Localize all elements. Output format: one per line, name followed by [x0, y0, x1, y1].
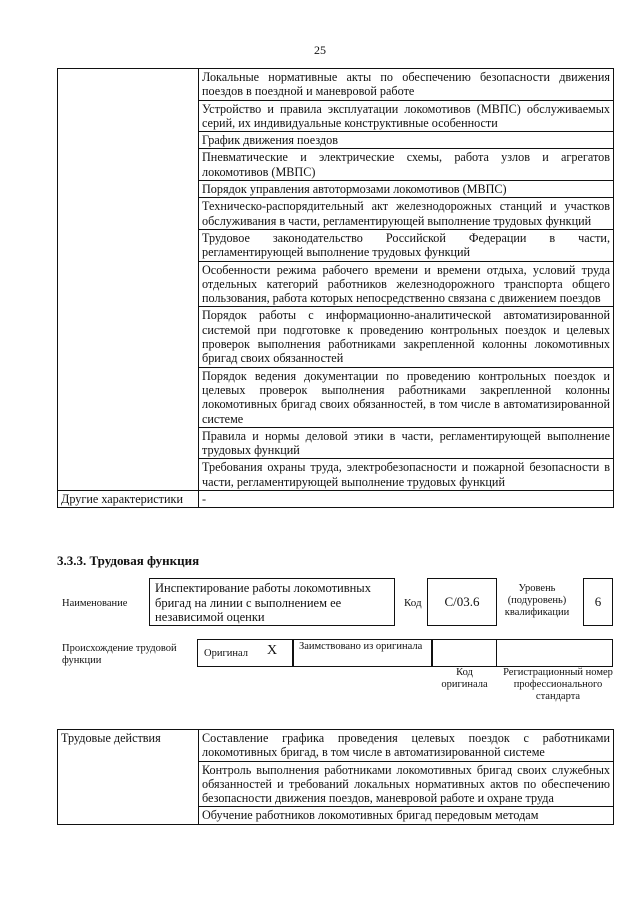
knowledge-table	[57, 68, 614, 508]
row-value-cell: Порядок работы с информационно-аналитической автоматизированной системой при подготовке к проведению контрольных поездок и целевых проверок выполнения работниками закрепленной колонны локомотивных бригад своих обязанностей	[199, 307, 614, 367]
reg-number-caption: Регистрационный номер профессионального стандарта	[503, 667, 613, 702]
function-code: C/03.6	[444, 594, 480, 609]
table-row	[58, 69, 614, 101]
action-item-cell: Контроль выполнения работниками локомотивных бригад своих служебных обязанностей и требований локальных нормативных актов по обеспечению безопасности движения поездов, маневровой работе и охране труда	[199, 761, 614, 807]
actions-table	[57, 729, 614, 825]
original-mark: X	[267, 643, 278, 658]
row-label-cell	[58, 69, 199, 491]
origin-label: Происхождение трудовой функции	[62, 643, 177, 666]
code-box	[427, 578, 497, 626]
row-value-cell: Требования охраны труда, электробезопасности и пожарной безопасности в части, регламентирующей выполнение трудовых функций	[199, 459, 614, 491]
borrowed-label: Заимствовано из оригинала	[299, 641, 423, 652]
level-value: 6	[594, 594, 602, 609]
row-value-cell: Локальные нормативные акты по обеспечению безопасности движения поездов в поездной и маневровой работе	[199, 69, 614, 101]
row-value-cell: Правила и нормы деловой этики в части, регламентирующей выполнение трудовых функций	[199, 427, 614, 459]
row-value-cell: Пневматические и электрические схемы, работа узлов и агрегатов локомотивов (МВПС)	[199, 149, 614, 181]
code-original-cell	[432, 639, 497, 667]
row-value-cell: Устройство и правила эксплуатации локомотивов (МВПС) обслуживаемых серий, их индивидуальные конструктивные особенности	[199, 100, 614, 132]
row-value-cell: -	[199, 491, 614, 508]
original-label: Оригинал	[204, 648, 248, 659]
code-original-caption: Код оригинала	[441, 667, 488, 690]
row-value-cell: Особенности режима рабочего времени и времени отдыха, условий труда отдельных категорий работников железнодорожного транспорта общего пользования, работа которых непосредственно связана с движением поездов	[199, 261, 614, 307]
action-item-cell: Составление графика проведения целевых поездок с работниками локомотивных бригад, в том числе в автоматизированной системе	[199, 730, 614, 762]
level-box	[583, 578, 613, 626]
table-row	[58, 491, 614, 508]
actions-label-cell: Трудовые действия	[58, 730, 199, 825]
page-number: 25	[314, 43, 326, 57]
action-item-cell: Обучение работников локомотивных бригад передовым методам	[199, 807, 614, 824]
name-label: Наименование	[62, 598, 128, 609]
table-row	[58, 730, 614, 762]
row-value-cell: Техническо-распорядительный акт железнодорожных станций и участков обслуживания в части, регламентирующей выполнение трудовых функций	[199, 198, 614, 230]
row-value-cell: Порядок управления автотормозами локомотивов (МВПС)	[199, 181, 614, 198]
function-name: Инспектирование работы локомотивных бригад на линии с выполнением ее независимой оценки	[155, 581, 371, 624]
function-name-box	[149, 578, 395, 626]
row-value-cell: Трудовое законодательство Российской Федерации в части, регламентирующей выполнение трудовых функций	[199, 229, 614, 261]
code-label: Код	[404, 597, 422, 609]
section-title: 3.3.3. Трудовая функция	[57, 553, 200, 568]
row-value-cell: Порядок ведения документации по проведению контрольных поездок и целевых проверок выполнения работниками закрепленной колонны локомотивных бригад своих обязанностей, в том числе в автоматизированной системе	[199, 367, 614, 427]
row-label-cell: Другие характеристики	[58, 491, 199, 508]
level-label: Уровень (подуровень) квалификации	[504, 583, 570, 618]
row-value-cell: График движения поездов	[199, 132, 614, 149]
